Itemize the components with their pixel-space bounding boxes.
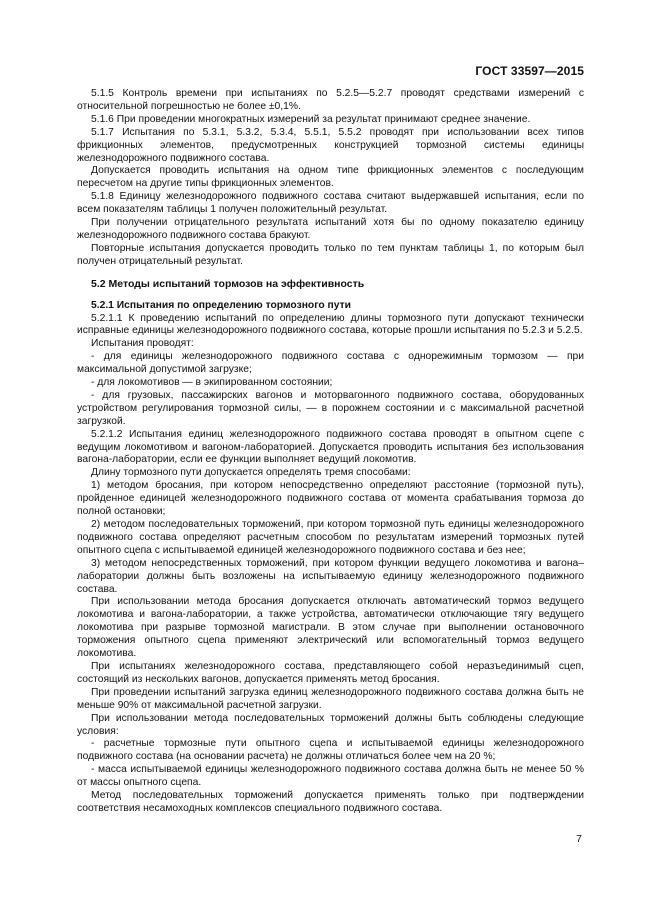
subsection-title-5-2-1: 5.2.1 Испытания по определению тормозного пути: [91, 299, 351, 311]
paragraph-three-methods: Длину тормозного пути допускается определять тремя способами:: [91, 467, 411, 479]
paragraph-inseparable-coupling: При испытаниях железнодорожного состава, представляющего собой неразъединимый сцеп, состоящий из нескольких вагонов, допускается применять метод бросания.: [77, 660, 584, 685]
list-item-method-2: 2) методом последовательных торможений, при котором тормозной путь единицы железнодорожного подвижного состава определяют расчетным способом по результатам измерений тормозных путей опытного сцепа с испытываемой единицей железнодорожного подвижного состава и без нее;: [77, 519, 584, 556]
paragraph-loading: При проведении испытаний загрузка единиц железнодорожного подвижного состава должна быть не меньше 90% от максимальной расчетной загрузки.: [77, 686, 584, 711]
paragraph-friction-recalc: Допускается проводить испытания на одном типе фрикционных элементов с последующим пересчетом на другие типы фрикционных элементов.: [77, 165, 584, 190]
list-item-freight-passenger: - для грузовых, пассажирских вагонов и моторвагонного подвижного состава, оборудованных устройством регулирования тормозной силы, — в порожнем состоянии и с максимальной расчетной загрузкой.: [77, 389, 584, 427]
paragraph-5-2-1-1: 5.2.1.1 К проведению испытаний по определению длины тормозного пути допускают технически исправные единицы железнодорожного подвижного состава, которые прошли испытания по 5.2.3 и 5.2.5.: [77, 312, 584, 337]
paragraph-conditions: При использовании метода последовательных торможений должны быть соблюдены следующие условия:: [77, 712, 584, 737]
paragraph-tests-conducted: Испытания проводят:: [91, 338, 194, 350]
paragraph-method-restriction: Метод последовательных торможений допускается применять только при подтверждении соответствия несамоходных комплексов специального подвижного состава.: [77, 790, 584, 814]
paragraph-repeat-tests: Повторные испытания допускается проводить только по тем пунктам таблицы 1, по которым был получен отрицательный результат.: [77, 242, 584, 267]
paragraph-5-1-7: 5.1.7 Испытания по 5.3.1, 5.3.2, 5.3.4, 5.5.1, 5.5.2 проводят при использовании всех типов фрикционных элементов, предусмотренных конструкцией тормозной системы единицы железнодорожного подвижного состава.: [77, 126, 584, 164]
list-item-single-mode-brake: - для единицы железнодорожного подвижного состава с однорежимным тормозом — при максимальной допустимой загрузке;: [77, 351, 584, 376]
page-number: 7: [576, 833, 582, 845]
paragraph-5-1-8: 5.1.8 Единицу железнодорожного подвижного состава считают выдержавшей испытания, если по всем показателям таблицы 1 получен положительный результат.: [77, 191, 584, 216]
paragraph-5-1-5: 5.1.5 Контроль времени при испытаниях по 5.2.5—5.2.7 проводят средствами измерений с относительной погрешностью не более ±0,1%.: [77, 88, 584, 112]
section-title-5-2: 5.2 Методы испытаний тормозов на эффективность: [91, 277, 365, 290]
list-item-method-1: 1) методом бросания, при котором непосредственно определяют расстояние (тормозной путь), пройденное единицей железнодорожного подвижного состава от момента срабатывания тормоза до полной остановки;: [77, 480, 584, 518]
paragraph-rejection: При получении отрицательного результата испытаний хотя бы по одному показателю единицу железнодорожного подвижного состава бракуют.: [77, 217, 584, 241]
paragraph-5-1-6: 5.1.6 При проведении многократных измерений за результат принимают среднее значение.: [91, 113, 531, 125]
paragraph-throwing-method: При использовании метода бросания допускается отключать автоматический тормоз ведущего локомотива и вагона-лаборатории, а также устройства, автоматически отключающие тягу ведущего локомотива при разрыве тормозной магистрали. В этом случае при выполнении остановочного торможения опытного сцепа применяют электрический или вспомогательный тормоз ведущего локомотива.: [77, 596, 584, 660]
list-item-locomotives: - для локомотивов — в экипированном состоянии;: [91, 377, 333, 389]
list-item-method-3: 3) методом непосредственных торможений, при котором функции ведущего локомотива и вагона–лаборатории должны быть возложены на испытываемую единицу железнодорожного подвижного состава.: [77, 557, 584, 595]
paragraph-5-2-1-2: 5.2.1.2 Испытания единиц железнодорожного подвижного состава проводят в опытном сцепе с ведущим локомотивом и вагоном-лабораторией. Допускается проводить испытания без использования вагона-лаборатории, если ее функции выполняет ведущий локомотив.: [77, 428, 584, 466]
list-item-condition-1: - расчетные тормозные пути опытного сцепа и испытываемой единицы железнодорожного подвижного состава (на основании расчета) не должны отличаться более чем на 20 %;: [77, 738, 584, 763]
document-body: [77, 88, 584, 816]
document-code-header: ГОСТ 33597—2015: [475, 64, 584, 78]
list-item-condition-2: - масса испытываемой единицы железнодорожного подвижного состава должна быть не менее 50 % от массы опытного сцепа.: [77, 764, 584, 789]
